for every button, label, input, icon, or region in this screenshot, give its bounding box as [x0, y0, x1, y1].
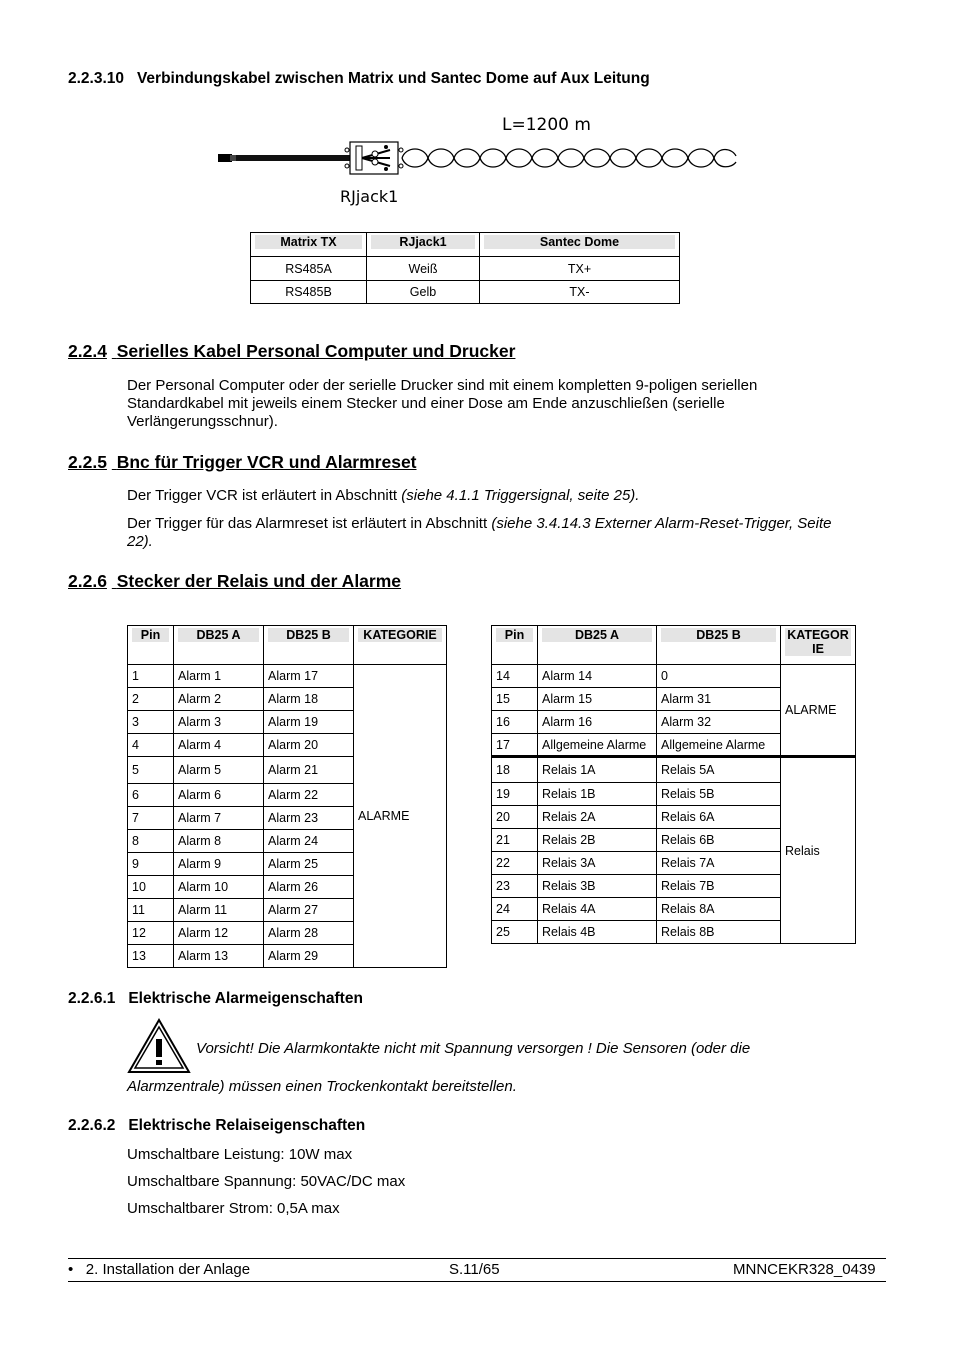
table-cell: Alarm 24: [264, 830, 354, 853]
cable-table: [250, 232, 680, 304]
table-cell: 18: [492, 757, 538, 783]
table-cell: Relais 2B: [538, 829, 657, 852]
table-cell: Alarm 3: [174, 711, 264, 734]
warning-text-line1: Vorsicht! Die Alarmkontakte nicht mit Spannung versorgen ! Die Sensoren (oder die: [196, 1040, 751, 1057]
warning-text-line2: Alarmzentrale) müssen einen Trockenkontakt bereitstellen.: [127, 1078, 517, 1095]
footer-bullet: •: [68, 1261, 74, 1278]
table-cell: 8: [128, 830, 174, 853]
table-cell: 7: [128, 807, 174, 830]
section-heading-2-2-3-10: [68, 70, 650, 88]
table-cell: Relais 7A: [657, 852, 781, 875]
section-number: 2.2.6: [68, 571, 107, 591]
table-cell: Relais 3A: [538, 852, 657, 875]
cable-header-rjjack: RJjack1: [367, 233, 480, 257]
table-row: [128, 665, 447, 688]
table-cell: 14: [492, 665, 538, 688]
section-number: 2.2.4: [68, 341, 107, 361]
table-cell: Alarm 32: [657, 711, 781, 734]
table-cell: 10: [128, 876, 174, 899]
section-heading-2-2-6-1: [68, 990, 363, 1008]
table-cell: Alarm 10: [174, 876, 264, 899]
header-pin: Pin: [492, 626, 538, 665]
header-kategorie: KATEGOR IE: [781, 626, 856, 665]
cable-header-matrix: Matrix TX: [251, 233, 367, 257]
section-heading-2-2-4: [68, 341, 515, 362]
table-cell: Relais 5B: [657, 783, 781, 806]
twisted-pair: [402, 149, 736, 167]
section-title: Serielles Kabel Personal Computer und Drucker: [116, 341, 516, 361]
header-db25b: DB25 B: [264, 626, 354, 665]
footer-chapter-text: 2. Installation der Anlage: [85, 1261, 251, 1278]
cable-diagram: [210, 110, 750, 210]
table-cell: 15: [492, 688, 538, 711]
table-cell: 4: [128, 734, 174, 757]
paragraph-serial-cable: Der Personal Computer oder der serielle Drucker sind mit einem kompletten 9-poligen seriellen Standardkabel mit jeweils einem Stecker und einer Dose am Ende anzuschließen (serielle Verlängerungsschnur).: [127, 377, 758, 430]
rj-jack-box: [345, 142, 403, 174]
header-db25b: DB25 B: [657, 626, 781, 665]
category-cell: ALARME: [354, 665, 447, 968]
table-cell: Alarm 7: [174, 807, 264, 830]
table-cell: 9: [128, 853, 174, 876]
table-cell: Relais 4A: [538, 898, 657, 921]
header-db25a: DB25 A: [538, 626, 657, 665]
table-cell: 5: [128, 757, 174, 784]
cell: TX-: [480, 281, 680, 304]
table-cell: Relais 6B: [657, 829, 781, 852]
table-cell: Alarm 4: [174, 734, 264, 757]
footer-rule-top: [68, 1258, 886, 1259]
table-cell: Alarm 9: [174, 853, 264, 876]
table-cell: Relais 8B: [657, 921, 781, 944]
table-cell: Relais 7B: [657, 875, 781, 898]
table-cell: Relais 4B: [538, 921, 657, 944]
section-title: Elektrische Relaiseigenschaften: [128, 1117, 366, 1134]
cell: Weiß: [367, 257, 480, 281]
table-cell: Relais 3B: [538, 875, 657, 898]
table-row: [492, 665, 856, 688]
table-cell: Allgemeine Alarme: [657, 734, 781, 757]
paragraph-text: Der Trigger VCR ist erläutert in Abschnitt: [127, 487, 402, 504]
section-number: 2.2.5: [68, 452, 107, 472]
table-cell: Alarm 6: [174, 784, 264, 807]
relais-spec-voltage: Umschaltbare Spannung: 50VAC/DC max: [127, 1173, 406, 1190]
table-cell: Alarm 25: [264, 853, 354, 876]
table-cell: Alarm 22: [264, 784, 354, 807]
cell: RS485A: [251, 257, 367, 281]
cable-header-santec: Santec Dome: [480, 233, 680, 257]
header-db25a: DB25 A: [174, 626, 264, 665]
table-cell: 22: [492, 852, 538, 875]
table-cell: Alarm 29: [264, 945, 354, 968]
section-title: Verbindungskabel zwischen Matrix und Santec Dome auf Aux Leitung: [136, 70, 650, 87]
table-cell: 0: [657, 665, 781, 688]
table-cell: Alarm 12: [174, 922, 264, 945]
section-number: 2.2.3.10: [68, 70, 125, 87]
table-cell: Alarm 1: [174, 665, 264, 688]
table-cell: 1: [128, 665, 174, 688]
table-cell: Alarm 11: [174, 899, 264, 922]
table-row: [492, 757, 856, 783]
table-cell: 11: [128, 899, 174, 922]
header-kategorie: KATEGORIE: [354, 626, 447, 665]
section-title: Bnc für Trigger VCR und Alarmreset: [116, 452, 417, 472]
cross-reference: (siehe 4.1.1 Triggersignal, seite 25).: [401, 487, 640, 504]
table-cell: 6: [128, 784, 174, 807]
table-cell: 25: [492, 921, 538, 944]
rj-plug: [218, 154, 232, 162]
table-cell: Relais 6A: [657, 806, 781, 829]
header-pin: Pin: [128, 626, 174, 665]
table-cell: Alarm 26: [264, 876, 354, 899]
category-cell: ALARME: [781, 665, 856, 757]
table-row: [251, 257, 680, 281]
table-cell: Alarm 19: [264, 711, 354, 734]
table-cell: 3: [128, 711, 174, 734]
table-cell: Relais 5A: [657, 757, 781, 783]
table-cell: 17: [492, 734, 538, 757]
footer-rule-bottom: [68, 1281, 886, 1282]
section-heading-2-2-6: [68, 571, 401, 592]
table-cell: 12: [128, 922, 174, 945]
cable-length-label: L=1200 m: [502, 115, 591, 135]
table-cell: 23: [492, 875, 538, 898]
warning-icon: [127, 1018, 191, 1074]
footer-chapter: [68, 1261, 250, 1278]
table-cell: Alarm 13: [174, 945, 264, 968]
table-cell: 20: [492, 806, 538, 829]
section-heading-2-2-6-2: [68, 1117, 365, 1135]
paragraph-trigger-alarmreset: [127, 515, 857, 551]
table-cell: Alarm 31: [657, 688, 781, 711]
table-cell: 21: [492, 829, 538, 852]
paragraph-text: Der Trigger für das Alarmreset ist erläutert in Abschnitt: [127, 515, 492, 532]
alarm-pin-table: [127, 625, 447, 968]
section-title: Elektrische Alarmeigenschaften: [128, 990, 363, 1007]
cable-line: [236, 155, 352, 161]
footer-page-number: S.11/65: [449, 1261, 500, 1278]
cross-reference: (siehe 3.4.14.3 Externer Alarm-Reset-Trigger, Seite 22).: [127, 515, 832, 550]
table-cell: 19: [492, 783, 538, 806]
table-cell: Alarm 21: [264, 757, 354, 784]
table-row: [251, 281, 680, 304]
category-cell: Relais: [781, 757, 856, 944]
cell: Gelb: [367, 281, 480, 304]
table-cell: Alarm 14: [538, 665, 657, 688]
table-cell: Alarm 20: [264, 734, 354, 757]
table-cell: Relais 8A: [657, 898, 781, 921]
table-cell: Alarm 27: [264, 899, 354, 922]
table-cell: 16: [492, 711, 538, 734]
footer-doc-id: MNNCEKR328_0439: [733, 1261, 876, 1278]
table-cell: Alarm 17: [264, 665, 354, 688]
table-cell: Alarm 8: [174, 830, 264, 853]
section-number: 2.2.6.2: [68, 1117, 116, 1134]
cell: RS485B: [251, 281, 367, 304]
cell: TX+: [480, 257, 680, 281]
table-cell: Relais 1A: [538, 757, 657, 783]
table-cell: Relais 2A: [538, 806, 657, 829]
table-cell: 2: [128, 688, 174, 711]
rjjack-label: RJjack1: [340, 187, 399, 206]
table-cell: Relais 1B: [538, 783, 657, 806]
table-cell: Allgemeine Alarme: [538, 734, 657, 757]
table-cell: Alarm 2: [174, 688, 264, 711]
table-cell: Alarm 23: [264, 807, 354, 830]
table-cell: Alarm 18: [264, 688, 354, 711]
section-heading-2-2-5: [68, 452, 417, 473]
relais-spec-current: Umschaltbarer Strom: 0,5A max: [127, 1200, 340, 1217]
paragraph-trigger-vcr: [127, 487, 857, 505]
relais-spec-power: Umschaltbare Leistung: 10W max: [127, 1146, 353, 1163]
table-cell: Alarm 15: [538, 688, 657, 711]
relais-pin-table: [491, 625, 856, 944]
section-number: 2.2.6.1: [68, 990, 116, 1007]
table-cell: 13: [128, 945, 174, 968]
table-cell: Alarm 5: [174, 757, 264, 784]
section-title: Stecker der Relais und der Alarme: [116, 571, 402, 591]
table-cell: Alarm 28: [264, 922, 354, 945]
table-cell: 24: [492, 898, 538, 921]
table-cell: Alarm 16: [538, 711, 657, 734]
